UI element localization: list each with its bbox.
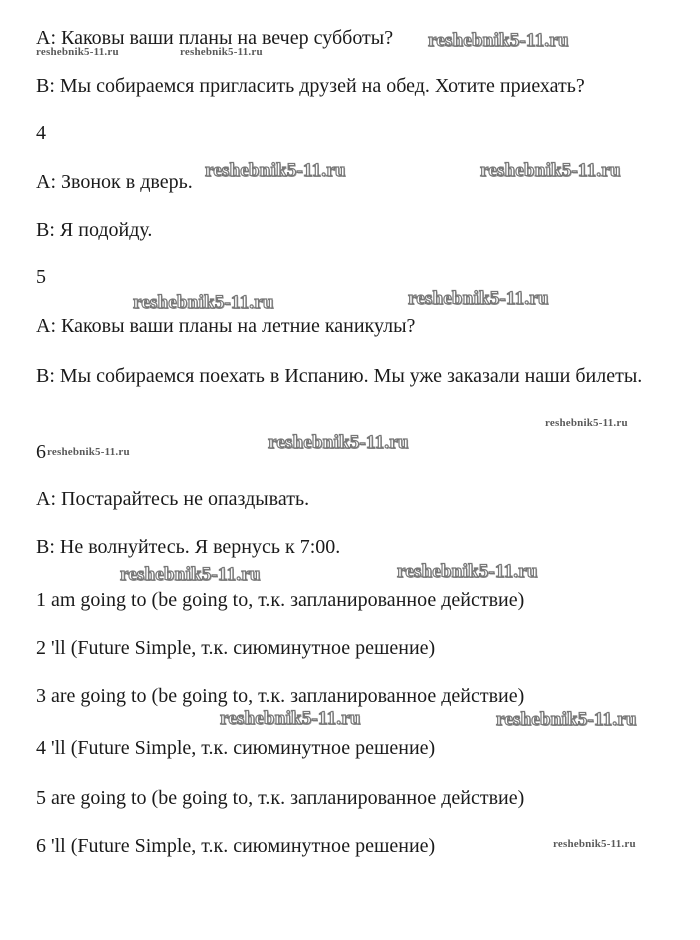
dialogue-3-line-a: A: Каковы ваши планы на вечер субботы? xyxy=(36,27,394,49)
watermark: reshebnik5-11.ru xyxy=(180,46,263,58)
answer-5: 5 are going to (be going to, т.к. запланированное действие) xyxy=(36,787,525,809)
watermark: reshebnik5-11.ru xyxy=(480,160,621,181)
watermark: reshebnik5-11.ru xyxy=(553,838,636,850)
dialogue-4-number: 4 xyxy=(36,122,46,144)
watermark: reshebnik5-11.ru xyxy=(36,46,119,58)
answer-2: 2 'll (Future Simple, т.к. сиюминутное решение) xyxy=(36,637,436,659)
watermark: reshebnik5-11.ru xyxy=(268,432,409,453)
answer-1: 1 am going to (be going to, т.к. запланированное действие) xyxy=(36,589,525,611)
dialogue-5-number: 5 xyxy=(36,266,46,288)
watermark: reshebnik5-11.ru xyxy=(496,709,637,730)
dialogue-6-line-a: A: Постарайтесь не опаздывать. xyxy=(36,488,310,510)
watermark: reshebnik5-11.ru xyxy=(120,564,261,585)
watermark: reshebnik5-11.ru xyxy=(397,561,538,582)
dialogue-4-line-a: A: Звонок в дверь. xyxy=(36,171,193,193)
dialogue-5-line-a: A: Каковы ваши планы на летние каникулы? xyxy=(36,315,416,337)
watermark: reshebnik5-11.ru xyxy=(47,446,130,458)
watermark: reshebnik5-11.ru xyxy=(408,288,549,309)
watermark: reshebnik5-11.ru xyxy=(133,292,274,313)
watermark: reshebnik5-11.ru xyxy=(428,30,569,51)
dialogue-5-line-b: B: Мы собираемся поехать в Испанию. Мы уже заказали наши билеты. xyxy=(36,365,643,387)
answer-3: 3 are going to (be going to, т.к. запланированное действие) xyxy=(36,685,525,707)
watermark: reshebnik5-11.ru xyxy=(205,160,346,181)
answer-6: 6 'll (Future Simple, т.к. сиюминутное решение) xyxy=(36,835,436,857)
dialogue-6-number: 6 xyxy=(36,441,46,463)
watermark: reshebnik5-11.ru xyxy=(220,708,361,729)
dialogue-6-line-b: B: Не волнуйтесь. Я вернусь к 7:00. xyxy=(36,536,341,558)
answer-4: 4 'll (Future Simple, т.к. сиюминутное решение) xyxy=(36,737,436,759)
dialogue-3-line-b: B: Мы собираемся пригласить друзей на обед. Хотите приехать? xyxy=(36,75,585,97)
dialogue-4-line-b: B: Я подойду. xyxy=(36,219,153,241)
watermark: reshebnik5-11.ru xyxy=(545,417,628,429)
